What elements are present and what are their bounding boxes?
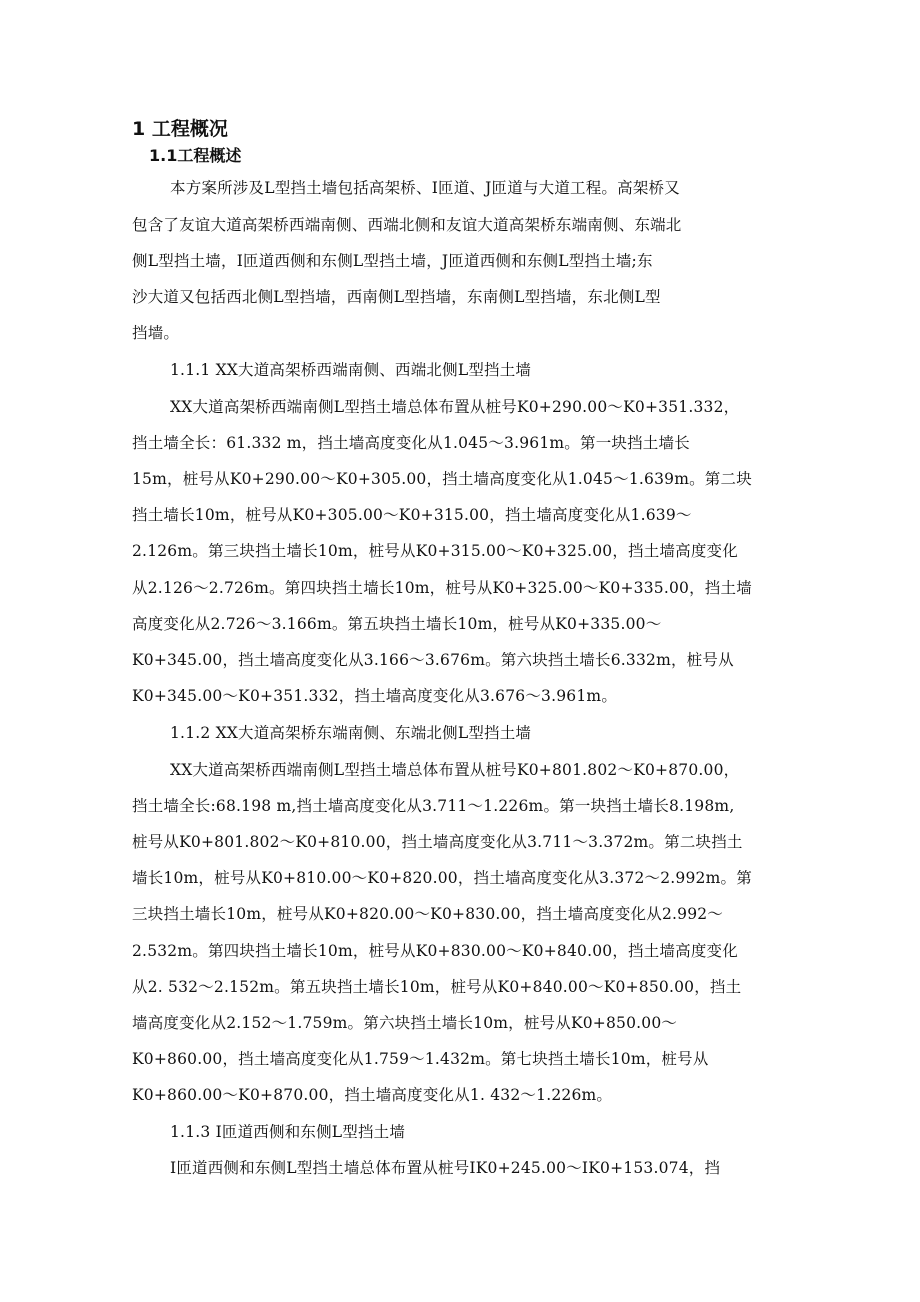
paragraph-line: K0+345.00～K0+351.332，挡土墙高度变化从3.676～3.961m。 <box>132 687 618 705</box>
paragraph-line: 侧L型挡土墙，I匝道西侧和东侧L型挡土墙，J匝道西侧和东侧L型挡土墙;东 <box>132 252 653 270</box>
paragraph-line: K0+345.00，挡土墙高度变化从3.166～3.676m。第六块挡土墙长6.332m，桩号从 <box>132 651 734 669</box>
paragraph-line: 包含了友谊大道高架桥西端南侧、西端北侧和友谊大道高架桥东端南侧、东端北 <box>132 216 682 234</box>
paragraph-line: 挡土墙全长:68.198 m,挡土墙高度变化从3.711～1.226m。第一块挡土墙长8.198m, <box>132 797 735 815</box>
paragraph-line: 2.532m。第四块挡土墙长10m，桩号从K0+830.00～K0+840.00，挡土墙高度变化 <box>132 942 738 960</box>
paragraph-line: 挡土墙全长：61.332 m，挡土墙高度变化从1.045～3.961m。第一块挡土墙长 <box>132 434 690 452</box>
subsubsection-heading: 1.1.1 XX大道高架桥西端南侧、西端北侧L型挡土墙 <box>170 361 532 379</box>
paragraph-line: 挡墙。 <box>132 324 180 342</box>
section-heading: 1 工程概况 <box>132 118 228 140</box>
subsubsection-heading: 1.1.3 I匝道西侧和东侧L型挡土墙 <box>170 1123 406 1141</box>
subsection-heading: 1.1工程概述 <box>149 146 242 165</box>
paragraph-line: 墙长10m，桩号从K0+810.00～K0+820.00，挡土墙高度变化从3.372～2.992m。第 <box>132 869 752 887</box>
paragraph-line: 从2.126～2.726m。第四块挡土墙长10m，桩号从K0+325.00～K0+335.00，挡土墙 <box>132 579 752 597</box>
paragraph-line: 高度变化从2.726～3.166m。第五块挡土墙长10m，桩号从K0+335.00～ <box>132 615 662 633</box>
paragraph-line: I匝道西侧和东侧L型挡土墙总体布置从桩号IK0+245.00～IK0+153.074，挡 <box>170 1159 721 1177</box>
paragraph-line: 从2. 532～2.152m。第五块挡土墙长10m，桩号从K0+840.00～K0+850.00，挡土 <box>132 978 742 996</box>
paragraph-line: 2.126m。第三块挡土墙长10m，桩号从K0+315.00～K0+325.00，挡土墙高度变化 <box>132 542 738 560</box>
paragraph-line: 15m，桩号从K0+290.00～K0+305.00，挡土墙高度变化从1.045～1.639m。第二块 <box>132 470 752 488</box>
paragraph-line: 三块挡土墙长10m，桩号从K0+820.00～K0+830.00，挡土墙高度变化从2.992～ <box>132 905 724 923</box>
subsubsection-heading: 1.1.2 XX大道高架桥东端南侧、东端北侧L型挡土墙 <box>170 724 532 742</box>
paragraph-line: K0+860.00，挡土墙高度变化从1.759～1.432m。第七块挡土墙长10m，桩号从 <box>132 1050 709 1068</box>
paragraph-line: 本方案所涉及L型挡土墙包括高架桥、I匝道、J匝道与大道工程。高架桥又 <box>170 179 680 197</box>
paragraph-line: 墙高度变化从2.152～1.759m。第六块挡土墙长10m，桩号从K0+850.00～ <box>132 1014 678 1032</box>
paragraph-line: XX大道高架桥西端南侧L型挡土墙总体布置从桩号K0+290.00～K0+351.332， <box>170 398 740 416</box>
paragraph-line: K0+860.00～K0+870.00，挡土墙高度变化从1. 432～1.226m。 <box>132 1086 613 1104</box>
paragraph-line: 桩号从K0+801.802～K0+810.00，挡土墙高度变化从3.711～3.372m。第二块挡土 <box>132 833 743 851</box>
paragraph-line: 沙大道又包括西北侧L型挡墙，西南侧L型挡墙，东南侧L型挡墙，东北侧L型 <box>132 288 661 306</box>
paragraph-line: XX大道高架桥西端南侧L型挡土墙总体布置从桩号K0+801.802～K0+870.00， <box>170 761 740 779</box>
paragraph-line: 挡土墙长10m，桩号从K0+305.00～K0+315.00，挡土墙高度变化从1.639～ <box>132 506 692 524</box>
